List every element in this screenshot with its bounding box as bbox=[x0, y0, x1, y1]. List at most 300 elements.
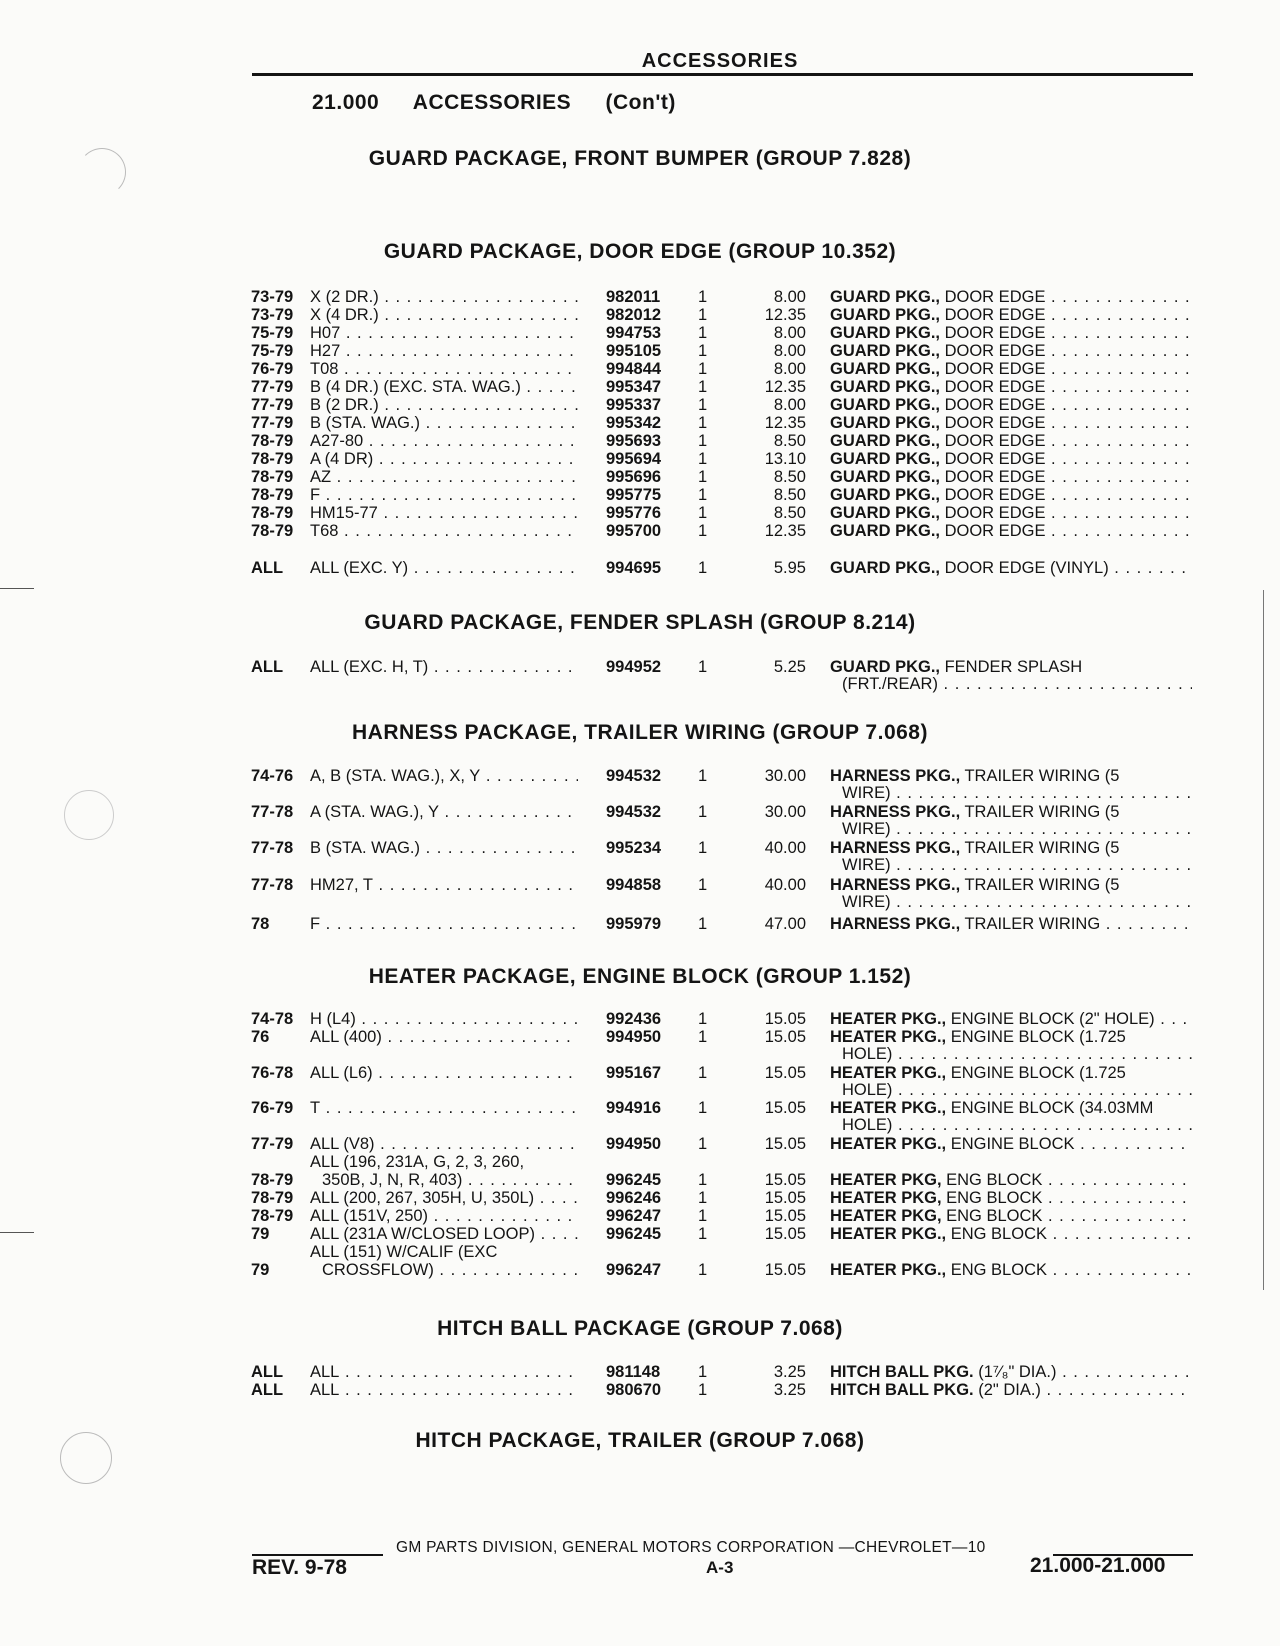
group-title-hitch-ball: HITCH BALL PACKAGE (GROUP 7.068) bbox=[437, 1317, 843, 1340]
description-noun: HITCH BALL PKG. bbox=[830, 1381, 974, 1399]
price: 40.00 bbox=[764, 839, 806, 857]
description bbox=[830, 876, 1192, 894]
application: A (4 DR) . . . bbox=[310, 450, 578, 468]
price: 8.50 bbox=[773, 504, 806, 522]
price: 15.05 bbox=[764, 1010, 806, 1028]
description bbox=[830, 1135, 1192, 1153]
model-year: 76-79 bbox=[251, 1099, 294, 1117]
description-noun: HEATER PKG, bbox=[830, 1189, 942, 1207]
price: 12.35 bbox=[764, 522, 806, 540]
quantity: 1 bbox=[698, 522, 708, 540]
model-year: 74-76 bbox=[251, 767, 294, 785]
model-year: 77-79 bbox=[251, 396, 294, 414]
description-modifier: ENGINE BLOCK bbox=[946, 1135, 1075, 1153]
description-noun: GUARD PKG., bbox=[830, 396, 941, 414]
section-heading bbox=[312, 91, 704, 115]
group-title-trailer-wiring: HARNESS PACKAGE, TRAILER WIRING (GROUP 7.068) bbox=[352, 721, 928, 744]
description-noun: HARNESS PKG., bbox=[830, 839, 961, 857]
quantity: 1 bbox=[698, 1189, 708, 1207]
description-noun: HEATER PKG., bbox=[830, 1099, 947, 1117]
model-year: 75-79 bbox=[251, 324, 294, 342]
application: ALL (400) . . . bbox=[310, 1028, 578, 1046]
model-year: 77-78 bbox=[251, 839, 294, 857]
model-year: 76-78 bbox=[251, 1064, 294, 1082]
description bbox=[830, 559, 1192, 577]
part-number: 995347 bbox=[606, 378, 662, 396]
description bbox=[830, 1363, 1192, 1381]
description-modifier: DOOR EDGE bbox=[940, 342, 1046, 360]
description-modifier: DOOR EDGE bbox=[940, 324, 1046, 342]
description-noun: GUARD PKG., bbox=[830, 360, 941, 378]
model-year: 79 bbox=[251, 1261, 270, 1279]
description bbox=[830, 1189, 1192, 1207]
quantity: 1 bbox=[698, 1099, 708, 1117]
footer-revision: REV. 9-78 bbox=[252, 1556, 347, 1579]
description-continued: WIRE) . . . bbox=[842, 820, 1192, 838]
table-row bbox=[0, 468, 1280, 486]
description-noun: GUARD PKG., bbox=[830, 559, 941, 577]
application: T . . . bbox=[310, 1099, 578, 1117]
price: 15.05 bbox=[764, 1189, 806, 1207]
price: 8.00 bbox=[773, 360, 806, 378]
application: AZ . . . bbox=[310, 468, 578, 486]
quantity: 1 bbox=[698, 1225, 708, 1243]
description-modifier: DOOR EDGE bbox=[940, 468, 1046, 486]
description-modifier: ENG BLOCK bbox=[946, 1261, 1047, 1279]
description-noun: GUARD PKG., bbox=[830, 324, 941, 342]
group-title-front-bumper: GUARD PACKAGE, FRONT BUMPER (GROUP 7.828) bbox=[368, 147, 912, 170]
table-row bbox=[0, 378, 1280, 396]
quantity: 1 bbox=[698, 803, 708, 821]
model-year: 77-79 bbox=[251, 378, 294, 396]
price: 12.35 bbox=[764, 414, 806, 432]
quantity: 1 bbox=[698, 432, 708, 450]
part-number: 996247 bbox=[606, 1261, 662, 1279]
group-title-fender-splash: GUARD PACKAGE, FENDER SPLASH (GROUP 8.214) bbox=[364, 611, 916, 634]
price: 15.05 bbox=[764, 1225, 806, 1243]
part-number: 981148 bbox=[606, 1363, 661, 1381]
part-number: 995167 bbox=[606, 1064, 662, 1082]
quantity: 1 bbox=[698, 1261, 708, 1279]
quantity: 1 bbox=[698, 839, 708, 857]
price: 15.05 bbox=[764, 1028, 806, 1046]
description-noun: HARNESS PKG., bbox=[830, 876, 961, 894]
price: 15.05 bbox=[764, 1171, 806, 1189]
part-number: 994952 bbox=[606, 658, 662, 676]
description-noun: GUARD PKG., bbox=[830, 342, 941, 360]
part-number: 995337 bbox=[606, 396, 662, 414]
part-number: 996245 bbox=[606, 1171, 662, 1189]
description-modifier: TRAILER WIRING (5 bbox=[960, 767, 1120, 785]
description-modifier: DOOR EDGE bbox=[940, 414, 1046, 432]
application: ALL (200, 267, 305H, U, 350L) . . . bbox=[310, 1189, 578, 1207]
scan-edge-tick bbox=[0, 588, 34, 589]
part-number: 995342 bbox=[606, 414, 662, 432]
description bbox=[830, 1225, 1192, 1243]
description-modifier: ENGINE BLOCK (1.725 bbox=[946, 1028, 1126, 1046]
application: T08 . . . bbox=[310, 360, 578, 378]
description bbox=[830, 468, 1192, 486]
description bbox=[830, 414, 1192, 432]
table-row bbox=[0, 767, 1280, 785]
application: ALL (V8) . . . bbox=[310, 1135, 578, 1153]
description-modifier: DOOR EDGE bbox=[940, 450, 1046, 468]
price: 3.25 bbox=[773, 1363, 806, 1381]
quantity: 1 bbox=[698, 1028, 708, 1046]
part-number: 992436 bbox=[606, 1010, 662, 1028]
table-row bbox=[0, 1381, 1280, 1399]
description-modifier: FENDER SPLASH bbox=[940, 658, 1083, 676]
description-modifier: DOOR EDGE bbox=[940, 396, 1046, 414]
table-row bbox=[0, 1153, 1280, 1189]
application: ALL (151V, 250) . . . bbox=[310, 1207, 578, 1225]
application: F . . . bbox=[310, 486, 578, 504]
price: 8.50 bbox=[773, 468, 806, 486]
quantity: 1 bbox=[698, 360, 708, 378]
footer-range: 21.000-21.000 bbox=[1030, 1554, 1166, 1577]
table-row bbox=[0, 876, 1280, 894]
table-row bbox=[0, 803, 1280, 821]
header-rule bbox=[252, 73, 1193, 76]
table-row bbox=[0, 1207, 1280, 1225]
description-modifier: DOOR EDGE bbox=[940, 522, 1046, 540]
description-noun: HARNESS PKG., bbox=[830, 767, 961, 785]
part-number: 994950 bbox=[606, 1028, 662, 1046]
description bbox=[830, 432, 1192, 450]
description-modifier: DOOR EDGE bbox=[940, 306, 1046, 324]
description-modifier: (2" DIA.) bbox=[973, 1381, 1041, 1399]
description-modifier: (1⁷⁄₈" DIA.) bbox=[973, 1363, 1057, 1381]
application: ALL (EXC. H, T) . . . bbox=[310, 658, 578, 676]
description-continued: WIRE) . . . bbox=[842, 893, 1192, 911]
description-noun: HEATER PKG., bbox=[830, 1261, 947, 1279]
description-modifier: TRAILER WIRING bbox=[960, 915, 1101, 933]
description bbox=[830, 450, 1192, 468]
table-row bbox=[0, 432, 1280, 450]
quantity: 1 bbox=[698, 396, 708, 414]
description-noun: HITCH BALL PKG. bbox=[830, 1363, 974, 1381]
table-row bbox=[0, 1135, 1280, 1153]
table-row bbox=[0, 1028, 1280, 1046]
description bbox=[830, 486, 1192, 504]
part-number: 995775 bbox=[606, 486, 662, 504]
table-row bbox=[0, 342, 1280, 360]
section-name: ACCESSORIES bbox=[412, 91, 572, 114]
price: 47.00 bbox=[764, 915, 806, 933]
description bbox=[830, 378, 1192, 396]
application: X (2 DR.) . . . bbox=[310, 288, 578, 306]
description-noun: GUARD PKG., bbox=[830, 432, 941, 450]
quantity: 1 bbox=[698, 306, 708, 324]
quantity: 1 bbox=[698, 468, 708, 486]
description bbox=[830, 1381, 1192, 1399]
section-number: 21.000 bbox=[312, 91, 380, 114]
part-number: 994695 bbox=[606, 559, 662, 577]
model-year: 77-78 bbox=[251, 876, 294, 894]
description-continued: HOLE) . . . bbox=[842, 1081, 1192, 1099]
description bbox=[830, 288, 1192, 306]
model-year: 78-79 bbox=[251, 468, 294, 486]
part-number: 996246 bbox=[606, 1189, 662, 1207]
quantity: 1 bbox=[698, 876, 708, 894]
section-cont: (Con't) bbox=[605, 91, 676, 114]
description-noun: HEATER PKG., bbox=[830, 1135, 947, 1153]
description-noun: GUARD PKG., bbox=[830, 288, 941, 306]
table-row bbox=[0, 915, 1280, 933]
application: H07 . . . bbox=[310, 324, 578, 342]
table-row bbox=[0, 1363, 1280, 1381]
description-noun: HARNESS PKG., bbox=[830, 803, 961, 821]
description bbox=[830, 396, 1192, 414]
price: 40.00 bbox=[764, 876, 806, 894]
description-modifier: ENG BLOCK bbox=[941, 1189, 1043, 1207]
part-number: 994753 bbox=[606, 324, 662, 342]
quantity: 1 bbox=[698, 767, 708, 785]
table-row bbox=[0, 559, 1280, 577]
part-number: 995979 bbox=[606, 915, 662, 933]
page-header: ACCESSORIES bbox=[641, 50, 799, 72]
price: 30.00 bbox=[764, 767, 806, 785]
price: 12.35 bbox=[764, 378, 806, 396]
part-number: 995234 bbox=[606, 839, 662, 857]
quantity: 1 bbox=[698, 342, 708, 360]
price: 8.00 bbox=[773, 396, 806, 414]
description-noun: GUARD PKG., bbox=[830, 522, 941, 540]
description-continued: (FRT./REAR) . . . bbox=[842, 675, 1192, 693]
description bbox=[830, 306, 1192, 324]
model-year: 73-79 bbox=[251, 288, 294, 306]
application: ALL (231A W/CLOSED LOOP) . . . bbox=[310, 1225, 578, 1243]
quantity: 1 bbox=[698, 414, 708, 432]
description-continued: WIRE) . . . bbox=[842, 784, 1192, 802]
application: B (2 DR.) . . . bbox=[310, 396, 578, 414]
table-row bbox=[0, 1099, 1280, 1117]
application: T68 . . . bbox=[310, 522, 578, 540]
description bbox=[830, 767, 1192, 785]
application: H27 . . . bbox=[310, 342, 578, 360]
description-modifier: DOOR EDGE (VINYL) bbox=[940, 559, 1109, 577]
model-year: ALL bbox=[251, 658, 284, 676]
model-year: 78-79 bbox=[251, 504, 294, 522]
description bbox=[830, 522, 1192, 540]
model-year: 78-79 bbox=[251, 522, 294, 540]
price: 15.05 bbox=[764, 1135, 806, 1153]
description-modifier: DOOR EDGE bbox=[940, 378, 1046, 396]
quantity: 1 bbox=[698, 1207, 708, 1225]
model-year: 77-79 bbox=[251, 414, 294, 432]
model-year: ALL bbox=[251, 559, 284, 577]
description-noun: HEATER PKG., bbox=[830, 1064, 947, 1082]
footer-page-number: A-3 bbox=[706, 1558, 734, 1577]
part-number: 996247 bbox=[606, 1207, 662, 1225]
model-year: 78-79 bbox=[251, 432, 294, 450]
application: ALL . . . bbox=[310, 1363, 578, 1381]
table-row bbox=[0, 288, 1280, 306]
part-number: 982011 bbox=[606, 288, 661, 306]
part-number: 994858 bbox=[606, 876, 662, 894]
description bbox=[830, 1028, 1192, 1046]
price: 13.10 bbox=[764, 450, 806, 468]
table-row bbox=[0, 1064, 1280, 1082]
table-row bbox=[0, 522, 1280, 540]
table-row bbox=[0, 324, 1280, 342]
part-number: 995694 bbox=[606, 450, 662, 468]
description-continued: WIRE) . . . bbox=[842, 856, 1192, 874]
model-year: 78-79 bbox=[251, 1207, 294, 1225]
model-year: 73-79 bbox=[251, 306, 294, 324]
part-number: 995693 bbox=[606, 432, 662, 450]
description-noun: HEATER PKG., bbox=[830, 1225, 947, 1243]
footer-publisher: GM PARTS DIVISION, GENERAL MOTORS CORPORATION —CHEVROLET—10 bbox=[396, 1539, 986, 1556]
quantity: 1 bbox=[698, 504, 708, 522]
application: A, B (STA. WAG.), X, Y . . . bbox=[310, 767, 578, 785]
price: 15.05 bbox=[764, 1064, 806, 1082]
price: 5.25 bbox=[773, 658, 806, 676]
table-row bbox=[0, 658, 1280, 676]
price: 3.25 bbox=[773, 1381, 806, 1399]
quantity: 1 bbox=[698, 450, 708, 468]
price: 8.50 bbox=[773, 432, 806, 450]
description bbox=[830, 360, 1192, 378]
description-noun: GUARD PKG., bbox=[830, 414, 941, 432]
quantity: 1 bbox=[698, 288, 708, 306]
application: B (STA. WAG.) . . . bbox=[310, 839, 578, 857]
description-noun: HEATER PKG, bbox=[830, 1171, 942, 1189]
description bbox=[830, 1099, 1192, 1117]
description-modifier: ENGINE BLOCK (1.725 bbox=[946, 1064, 1126, 1082]
application: HM15-77 . . . bbox=[310, 504, 578, 522]
part-number: 995776 bbox=[606, 504, 662, 522]
description bbox=[830, 504, 1192, 522]
description-noun: GUARD PKG., bbox=[830, 658, 941, 676]
description bbox=[830, 803, 1192, 821]
part-number: 982012 bbox=[606, 306, 662, 324]
application-continued: 350B, J, N, R, 403) . . . bbox=[322, 1171, 578, 1189]
part-number: 994916 bbox=[606, 1099, 662, 1117]
model-year: 76 bbox=[251, 1028, 270, 1046]
table-row bbox=[0, 396, 1280, 414]
description-modifier: TRAILER WIRING (5 bbox=[960, 803, 1120, 821]
description bbox=[830, 324, 1192, 342]
model-year: 77-78 bbox=[251, 803, 294, 821]
description-modifier: DOOR EDGE bbox=[940, 486, 1046, 504]
table-row bbox=[0, 360, 1280, 378]
application: A27-80 . . . bbox=[310, 432, 578, 450]
description-modifier: DOOR EDGE bbox=[940, 288, 1046, 306]
description bbox=[830, 1207, 1192, 1225]
price: 12.35 bbox=[764, 306, 806, 324]
table-row bbox=[0, 1189, 1280, 1207]
quantity: 1 bbox=[698, 915, 708, 933]
description bbox=[830, 342, 1192, 360]
table-row bbox=[0, 1243, 1280, 1279]
price: 8.00 bbox=[773, 342, 806, 360]
model-year: 75-79 bbox=[251, 342, 294, 360]
description bbox=[830, 1010, 1192, 1028]
description-noun: GUARD PKG., bbox=[830, 486, 941, 504]
table-row bbox=[0, 1010, 1280, 1028]
group-title-trailer-hitch: HITCH PACKAGE, TRAILER (GROUP 7.068) bbox=[415, 1429, 865, 1452]
quantity: 1 bbox=[698, 1135, 708, 1153]
quantity: 1 bbox=[698, 324, 708, 342]
quantity: 1 bbox=[698, 1010, 708, 1028]
table-row bbox=[0, 486, 1280, 504]
description-noun: GUARD PKG., bbox=[830, 378, 941, 396]
description-continued: HOLE) . . . bbox=[842, 1116, 1192, 1134]
price: 8.00 bbox=[773, 288, 806, 306]
application: F . . . bbox=[310, 915, 578, 933]
table-row bbox=[0, 306, 1280, 324]
application: ALL (EXC. Y) . . . bbox=[310, 559, 578, 577]
description-modifier: TRAILER WIRING (5 bbox=[960, 839, 1120, 857]
description-noun: GUARD PKG., bbox=[830, 468, 941, 486]
quantity: 1 bbox=[698, 559, 708, 577]
description-noun: HEATER PKG., bbox=[830, 1028, 947, 1046]
application: ALL (196, 231A, G, 2, 3, 260, bbox=[310, 1153, 525, 1171]
description-modifier: DOOR EDGE bbox=[940, 360, 1046, 378]
description-modifier: DOOR EDGE bbox=[940, 432, 1046, 450]
model-year: 79 bbox=[251, 1225, 270, 1243]
quantity: 1 bbox=[698, 658, 708, 676]
model-year: ALL bbox=[251, 1363, 284, 1381]
part-number: 994532 bbox=[606, 803, 662, 821]
description-noun: HEATER PKG., bbox=[830, 1010, 947, 1028]
description-modifier: ENG BLOCK bbox=[941, 1207, 1043, 1225]
description bbox=[830, 1171, 1192, 1189]
description-modifier: ENGINE BLOCK (2" HOLE) bbox=[946, 1010, 1155, 1028]
description bbox=[830, 1064, 1192, 1082]
part-number: 994844 bbox=[606, 360, 662, 378]
application: A (STA. WAG.), Y . . . bbox=[310, 803, 578, 821]
part-number: 994950 bbox=[606, 1135, 662, 1153]
quantity: 1 bbox=[698, 1064, 708, 1082]
price: 30.00 bbox=[764, 803, 806, 821]
price: 15.05 bbox=[764, 1099, 806, 1117]
price: 8.50 bbox=[773, 486, 806, 504]
application: X (4 DR.) . . . bbox=[310, 306, 578, 324]
description-modifier: ENG BLOCK bbox=[946, 1225, 1047, 1243]
part-number: 995696 bbox=[606, 468, 662, 486]
price: 5.95 bbox=[773, 559, 806, 577]
application: B (STA. WAG.) . . . bbox=[310, 414, 578, 432]
part-number: 996245 bbox=[606, 1225, 662, 1243]
price: 15.05 bbox=[764, 1207, 806, 1225]
quantity: 1 bbox=[698, 1363, 708, 1381]
description bbox=[830, 839, 1192, 857]
model-year: 78-79 bbox=[251, 486, 294, 504]
price: 15.05 bbox=[764, 1261, 806, 1279]
description-continued: HOLE) . . . bbox=[842, 1045, 1192, 1063]
description-noun: HARNESS PKG., bbox=[830, 915, 961, 933]
table-row bbox=[0, 450, 1280, 468]
description-noun: GUARD PKG., bbox=[830, 450, 941, 468]
quantity: 1 bbox=[698, 1381, 708, 1399]
description-noun: HEATER PKG, bbox=[830, 1207, 942, 1225]
part-number: 980670 bbox=[606, 1381, 662, 1399]
table-row bbox=[0, 839, 1280, 857]
model-year: 78 bbox=[251, 915, 270, 933]
application-continued: CROSSFLOW) . . . bbox=[322, 1261, 578, 1279]
application: H (L4) . . . bbox=[310, 1010, 578, 1028]
application: HM27, T . . . bbox=[310, 876, 578, 894]
model-year: 74-78 bbox=[251, 1010, 294, 1028]
quantity: 1 bbox=[698, 1171, 708, 1189]
group-title-door-edge: GUARD PACKAGE, DOOR EDGE (GROUP 10.352) bbox=[383, 240, 897, 263]
description bbox=[830, 658, 1192, 676]
model-year: 78-79 bbox=[251, 1171, 294, 1189]
description-modifier: ENGINE BLOCK (34.03MM bbox=[946, 1099, 1154, 1117]
description-modifier: ENG BLOCK bbox=[941, 1171, 1043, 1189]
